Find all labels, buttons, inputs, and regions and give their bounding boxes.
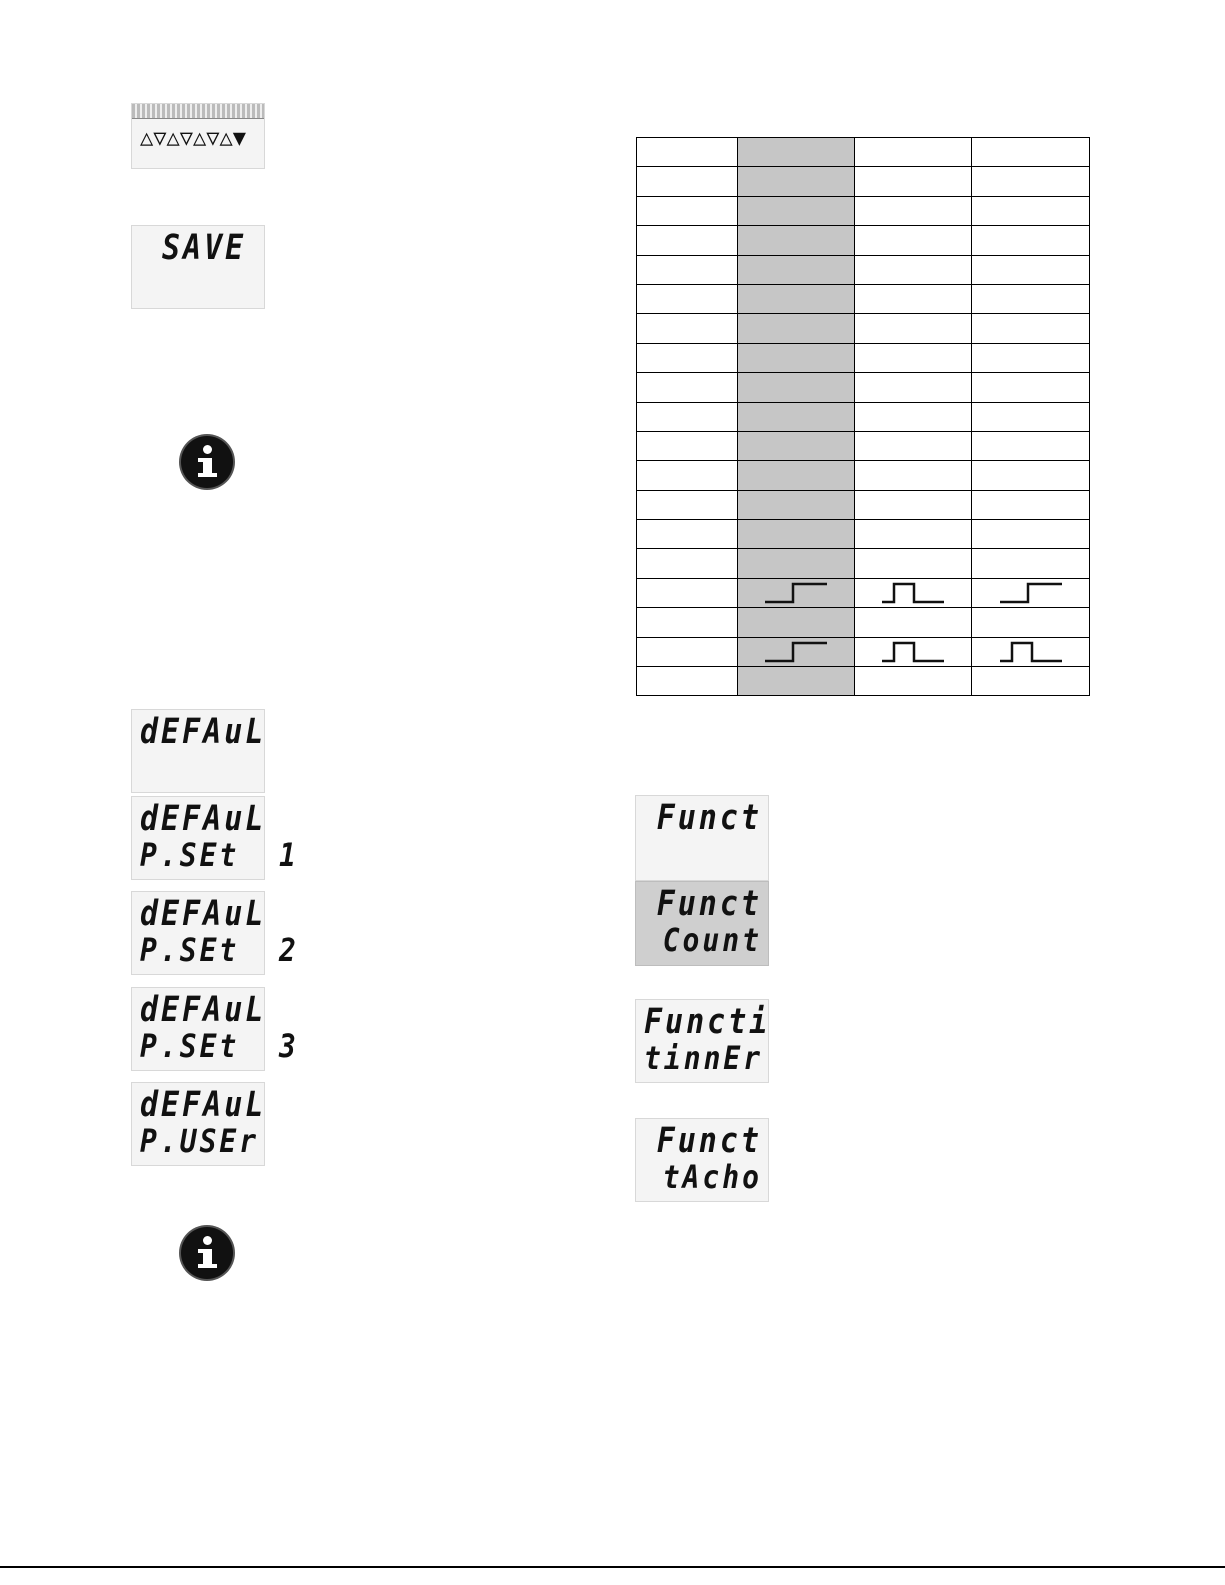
table-cell <box>972 284 1090 313</box>
table-row <box>637 608 1090 637</box>
table-row <box>637 373 1090 402</box>
lcd-default-pset3-display <box>131 987 299 1071</box>
table-cell <box>972 167 1090 196</box>
table-row <box>637 284 1090 313</box>
table-cell <box>972 578 1090 607</box>
table-cell <box>637 637 738 666</box>
lcd-line-1: SAVE <box>162 227 247 268</box>
table-cell <box>855 284 972 313</box>
table-cell <box>738 431 855 460</box>
lcd-save-display <box>131 225 265 309</box>
table-cell <box>855 196 972 225</box>
table-cell <box>855 490 972 519</box>
table-cell <box>855 578 972 607</box>
table-cell <box>855 637 972 666</box>
table-cell <box>738 167 855 196</box>
table-cell <box>972 138 1090 167</box>
table-cell <box>738 637 855 666</box>
table-cell <box>972 226 1090 255</box>
table-row <box>637 255 1090 284</box>
table-cell <box>855 431 972 460</box>
lcd-default-puser-display <box>131 1082 265 1166</box>
table-cell <box>855 314 972 343</box>
table-row <box>637 637 1090 666</box>
table-row <box>637 490 1090 519</box>
table-cell <box>855 138 972 167</box>
table-cell <box>637 255 738 284</box>
table-row <box>637 461 1090 490</box>
lcd-funct-tacho-display <box>635 1118 769 1202</box>
lcd-line-2: P.SEt 1 <box>140 835 299 874</box>
table-cell <box>637 284 738 313</box>
lcd-line-1: dEFAuL <box>140 798 267 839</box>
page-bottom-rule <box>0 1566 1225 1568</box>
table-row <box>637 196 1090 225</box>
indicator-triangles: △▽△▽△▽△▼ <box>140 126 246 151</box>
table-cell <box>855 608 972 637</box>
lcd-line-1: dEFAuL <box>140 1084 267 1125</box>
table-cell <box>972 314 1090 343</box>
table-cell <box>637 373 738 402</box>
table-row <box>637 667 1090 696</box>
table-cell <box>855 520 972 549</box>
table-cell <box>738 196 855 225</box>
table-cell <box>855 402 972 431</box>
lcd-line-2: tAcho <box>662 1157 762 1196</box>
table-cell <box>637 490 738 519</box>
table-cell <box>637 549 738 578</box>
table-row <box>637 226 1090 255</box>
table-row <box>637 431 1090 460</box>
pulse-waveform-icon <box>880 639 946 665</box>
table-cell <box>637 461 738 490</box>
table-cell <box>972 343 1090 372</box>
settings-table <box>636 137 1090 696</box>
info-icon <box>181 1227 233 1279</box>
table-row <box>637 314 1090 343</box>
table-cell <box>738 138 855 167</box>
table-cell <box>972 196 1090 225</box>
info-icon <box>181 436 233 488</box>
table-cell <box>637 608 738 637</box>
table-cell <box>972 549 1090 578</box>
table-cell <box>738 667 855 696</box>
lcd-line-2: P.USEr <box>140 1121 260 1160</box>
pulse-waveform-icon <box>998 639 1064 665</box>
table-cell <box>637 167 738 196</box>
table-cell <box>855 461 972 490</box>
lcd-line-1: Funct <box>656 1120 762 1161</box>
pulse-waveform-icon <box>880 580 946 606</box>
lcd-line-1: Funct <box>656 883 762 924</box>
table-cell <box>738 284 855 313</box>
table-row <box>637 167 1090 196</box>
table-row <box>637 578 1090 607</box>
table-row <box>637 549 1090 578</box>
table-cell <box>738 490 855 519</box>
settings-table-body <box>637 138 1090 696</box>
lcd-funct-count-display <box>635 881 769 966</box>
table-cell <box>738 461 855 490</box>
table-cell <box>855 255 972 284</box>
table-cell <box>738 402 855 431</box>
table-cell <box>855 667 972 696</box>
table-cell <box>738 608 855 637</box>
lcd-line-1: dEFAuL <box>140 989 267 1030</box>
lcd-line-2: Count <box>662 920 762 959</box>
table-cell <box>738 549 855 578</box>
lcd-funct-timer-display <box>635 999 769 1083</box>
table-cell <box>855 167 972 196</box>
table-cell <box>855 226 972 255</box>
table-cell <box>738 226 855 255</box>
table-cell <box>972 490 1090 519</box>
lcd-line-2: P.SEt 2 <box>140 930 299 969</box>
table-row <box>637 138 1090 167</box>
table-cell <box>738 343 855 372</box>
step-up-waveform-icon <box>998 580 1064 606</box>
step-up-waveform-icon <box>763 639 829 665</box>
lcd-line-2: P.SEt 3 <box>140 1026 299 1065</box>
table-cell <box>637 402 738 431</box>
table-cell <box>637 196 738 225</box>
lcd-line-1: dEFAuL <box>140 711 267 752</box>
lcd-default-display <box>131 709 265 793</box>
table-cell <box>738 373 855 402</box>
table-row <box>637 402 1090 431</box>
table-cell <box>855 343 972 372</box>
table-cell <box>738 520 855 549</box>
table-cell <box>972 402 1090 431</box>
lcd-funct-display <box>635 795 769 881</box>
table-cell <box>972 520 1090 549</box>
lcd-line-1: Funct <box>656 797 762 838</box>
table-cell <box>972 667 1090 696</box>
table-cell <box>637 667 738 696</box>
table-row <box>637 520 1090 549</box>
table-cell <box>637 343 738 372</box>
step-up-waveform-icon <box>763 580 829 606</box>
table-cell <box>637 520 738 549</box>
table-cell <box>637 226 738 255</box>
table-cell <box>738 255 855 284</box>
lcd-status-bar <box>132 104 264 119</box>
table-cell <box>972 373 1090 402</box>
lcd-line-1: Functi <box>644 1001 771 1042</box>
lcd-line-2: tinnEr <box>644 1038 764 1077</box>
lcd-indicator-display <box>131 103 265 169</box>
table-cell <box>637 578 738 607</box>
lcd-default-pset1-display <box>131 796 299 880</box>
table-cell <box>972 608 1090 637</box>
lcd-line-1: dEFAuL <box>140 893 267 934</box>
table-cell <box>637 431 738 460</box>
table-cell <box>972 461 1090 490</box>
table-cell <box>972 255 1090 284</box>
table-cell <box>855 373 972 402</box>
table-cell <box>738 314 855 343</box>
table-cell <box>855 549 972 578</box>
table-row <box>637 343 1090 372</box>
table-cell <box>972 431 1090 460</box>
table-cell <box>637 138 738 167</box>
lcd-default-pset2-display <box>131 891 299 975</box>
table-cell <box>972 637 1090 666</box>
table-cell <box>637 314 738 343</box>
table-cell <box>738 578 855 607</box>
